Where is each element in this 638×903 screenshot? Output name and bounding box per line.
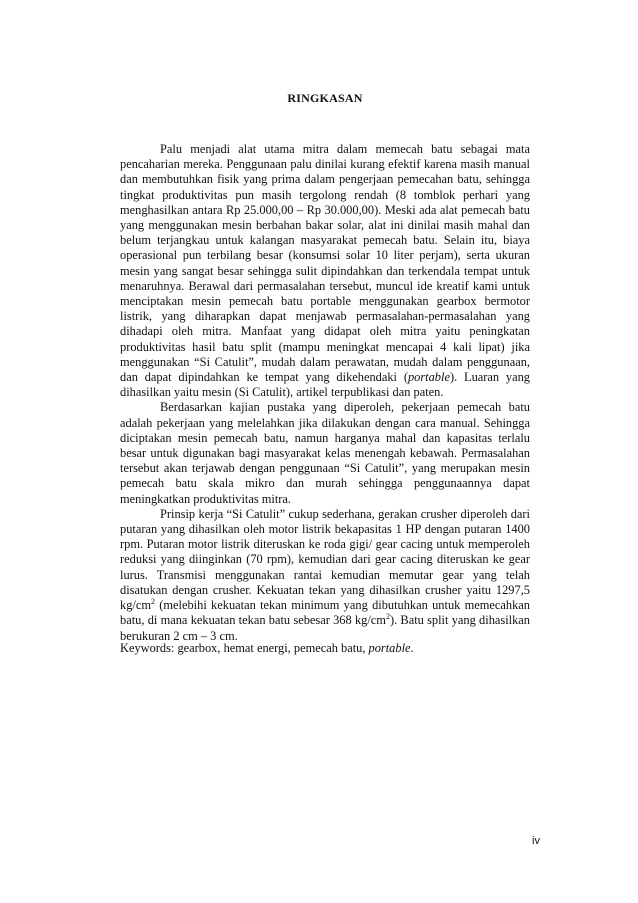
paragraph-2 bbox=[120, 400, 530, 506]
page-number: iv bbox=[532, 835, 540, 847]
keywords-italic: portable bbox=[368, 641, 411, 655]
paragraph-3 bbox=[120, 507, 530, 644]
paragraph-1-after: ). Luaran yang dihasilkan yaitu mesin (Si Catulit), artikel terpublikasi dan paten. bbox=[120, 370, 531, 400]
superscript-1: 2 bbox=[150, 596, 155, 606]
keywords-label: Keywords: gearbox, hemat energi, pemecah batu, bbox=[120, 641, 369, 655]
paragraph-3-after: ). Batu split yang dihasilkan berukuran 2 cm – 3 cm. bbox=[120, 613, 530, 643]
page-title: RINGKASAN bbox=[287, 91, 363, 105]
paragraph-3-text: Prinsip kerja “Si Catulit” cukup sederhana, gerakan crusher diperoleh dari putaran yang dihasilkan oleh motor listrik bekapasitas 1 HP dengan putaran 1400 rpm. Putaran motor listrik diteruskan ke roda gigi/ gear cacing untuk memperoleh reduksi yang diinginkan (70 rpm), kemudian dari gear cacing diteruskan ke gear lurus. Transmisi menggunakan rantai kemudian memutar gear yang telah disatukan dengan crusher. Kekuatan tekan yang dihasilkan crusher yaitu 1297,5 kg/cm bbox=[120, 506, 530, 613]
paragraph-1 bbox=[120, 142, 530, 400]
superscript-2: 2 bbox=[385, 612, 390, 622]
paragraph-1-text: Palu menjadi alat utama mitra dalam memecah batu sebagai mata pencaharian mereka. Penggunaan palu dinilai kurang efektif karena masih manual dan membutuhkan fisik yang prima dalam pengerjaan pemecahan batu, sehingga tingkat produktivitas pun masih tergolong rendah (8 tomblok perhari yang menghasilkan antara Rp 25.000,00 – Rp 30.000,00). Meski ada alat pemecah batu yang menggunakan mesin berbahan bakar solar, alat ini dinilai masih mahal dan belum terjangkau untuk kalangan masyarakat pemecah batu. Selain itu, biaya operasional pun terbilang besar (konsumsi solar 10 liter perjam), serta ukuran mesin yang sangat besar sehingga sulit dipindahkan dan terkendala tempat untuk menaruhnya. Berawal dari permasalahan tersebut, muncul ide kreatif kami untuk menciptakan mesin pemecah batu portable menggunakan gearbox bermotor listrik, yang diharapkan dapat menjawab permasalahan-permasalahan yang dihadapi oleh mitra. Manfaat yang didapat oleh mitra yaitu peningkatan produktivitas hasil batu split (mampu meningkat mencapai 4 kali lipat) jika menggunakan “Si Catulit”, mudah dalam perawatan, mudah dalam penggunaan, dan dapat dipindahkan ke tempat yang dikehendaki ( bbox=[120, 142, 530, 385]
paragraph-2-text: Berdasarkan kajian pustaka yang diperoleh, pekerjaan pemecah batu adalah pekerjaan yang melelahkan jika dilakukan dengan cara manual. Sehingga diciptakan mesin pemecah batu, namun harganya mahal dan kapasitas terlalu besar untuk digunakan bagi masyarakat kelas menengah kebawah. Permasalahan tersebut akan terjawab dengan penggunaan “Si Catulit”, yang merupakan mesin pemecah batu skala mikro dan murah sehingga penggunaannya dapat meningkatkan produktivitas mitra. bbox=[120, 400, 530, 506]
keywords-end: . bbox=[410, 641, 414, 655]
paragraph-3-mid: (melebihi kekuatan tekan minimum yang dibutuhkan untuk memecahkan batu, di mana kekuatan tekan batu sebesar 368 kg/cm bbox=[120, 598, 530, 628]
keywords-line bbox=[120, 641, 530, 656]
abstract-body bbox=[120, 142, 530, 644]
paragraph-1-italic: portable bbox=[407, 370, 450, 385]
